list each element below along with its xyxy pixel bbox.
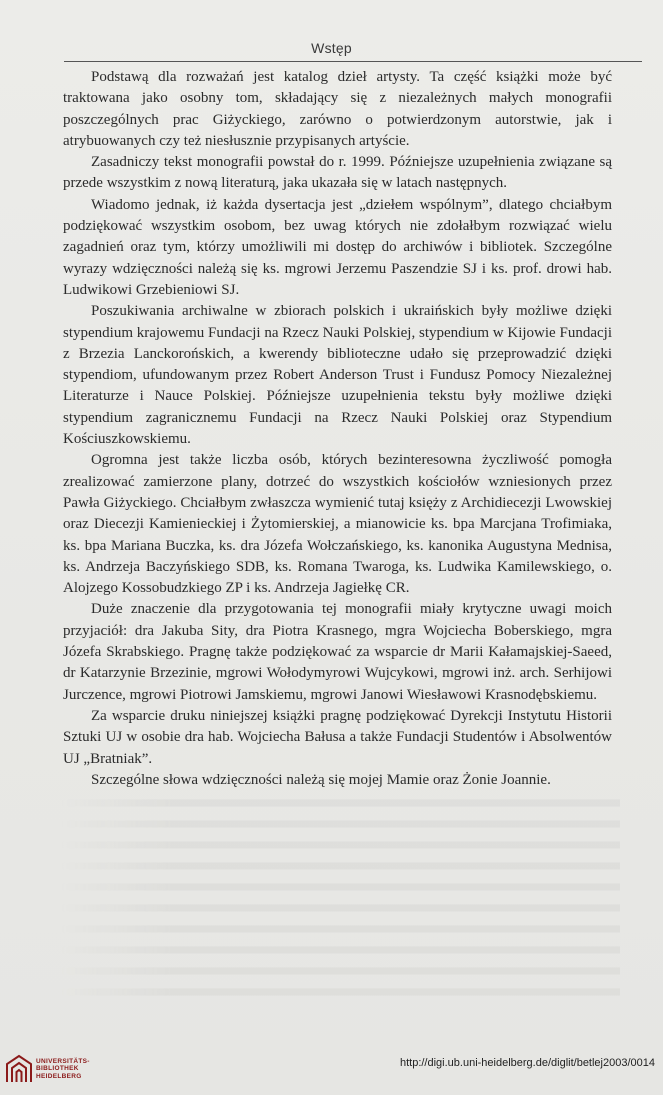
paragraph-7: Za wsparcie druku niniejszej książki pragnę podziękować Dyrekcji Instytutu Historii Sztuki UJ w osobie dra hab. Wojciecha Bałusa a także Fundacji Studentów i Absolwentów UJ „Bratniak”. xyxy=(63,707,612,767)
logo-line-2: BIBLIOTHEK xyxy=(36,1065,79,1073)
library-logo[interactable] xyxy=(5,1054,90,1084)
bleed-through-text xyxy=(60,790,620,1000)
library-emblem-icon xyxy=(5,1054,33,1084)
logo-line-1: UNIVERSITÄTS- xyxy=(36,1057,90,1065)
header-rule xyxy=(64,61,642,62)
footer-bar xyxy=(0,1047,663,1095)
library-name xyxy=(36,1058,90,1081)
paragraph-6: Duże znaczenie dla przygotowania tej monografii miały krytyczne uwagi moich przyjaciół: dra Jakuba Sity, dra Piotra Krasnego, mgra Wojciecha Boberskiego, mgra Józefa Skrabskiego. Pragnę także podziękować za wsparcie dr Marii Kałamajskiej-Saeed, dr Katarzynie Brzezinie, mgrowi Wołodymyrowi Wujcykowi, mgrowi inż. arch. Serhijowi Jurczence, mgrowi Piotrowi Jamskiemu, mgrowi Janowi Wiesławowi Krasnodębskiemu. xyxy=(63,601,612,703)
paragraph-2: Zasadniczy tekst monografii powstał do r. 1999. Późniejsze uzupełnienia związane są przede wszystkim z nową literaturą, jaka ukazała się w latach następnych. xyxy=(63,154,612,192)
paragraph-8: Szczególne słowa wdzięczności należą się mojej Mamie oraz Żonie Joannie. xyxy=(91,771,551,788)
source-url-link[interactable]: http://digi.ub.uni-heidelberg.de/diglit/betlej2003/0014 xyxy=(399,1057,655,1069)
body-text xyxy=(63,67,612,791)
paragraph-5: Ogromna jest także liczba osób, których bezinteresowna życzliwość pomogła zrealizować zamierzone plany, dotrzeć do wszystkich kościołów wzniesionych przez Pawła Giżyckiego. Chciałbym zwłaszcza wymienić tutaj księży z Archidiecezji Lwowskiej oraz Diecezji Kamienieckiej i Żytomierskiej, a mianowicie ks. bpa Marcjana Trofimiaka, ks. bpa Mariana Buczka, ks. dra Józefa Wołczańskiego, ks. kanonika Augustyna Mednisa, ks. Andrzeja Baczyńskiego SDB, ks. Romana Twaroga, ks. Ludwika Kamilewskiego, o. Alojzego Kossobudzkiego ZP i ks. Andrzeja Jagiełkę CR. xyxy=(63,452,612,597)
paragraph-3: Wiadomo jednak, iż każda dysertacja jest „dziełem wspólnym”, dlatego chciałbym podziękować wszystkim osobom, bez uwag których nie zdołałbym rozwiązać wielu zagadnień oraz tym, którzy umożliwili mi dostęp do archiwów i bibliotek. Szczególne wyrazy wdzięczności należą się ks. mgrowi Jerzemu Paszendzie SJ i ks. prof. drowi hab. Ludwikowi Grzebieniowi SJ. xyxy=(63,196,612,298)
paragraph-1: Podstawą dla rozważań jest katalog dzieł artysty. Ta część książki może być traktowana jako osobny tom, składający się z niezależnych małych monografii poszczególnych prac Giżyckiego, zarówno o potwierdzonym autorstwie, jak i atrybuowanych czy też niesłusznie przypisanych artyście. xyxy=(63,69,612,149)
paragraph-4: Poszukiwania archiwalne w zbiorach polskich i ukraińskich były możliwe dzięki stypendium krajowemu Fundacji na Rzecz Nauki Polskiej, stypendium w Kijowie Fundacji z Brzezia Lanckorońskich, a kwerendy biblioteczne udało się przeprowadzić dzięki stypendiom, ufundowanym przez Robert Anderson Trust i Fundusz Pomocy Niezależnej Literaturze i Nauce Polskiej. Późniejsze uzupełnienia tekstu były możliwe dzięki stypendium zagranicznemu Fundacji na Rzecz Nauki Polskiej oraz Stypendium Kościuszkowskiemu. xyxy=(63,303,612,448)
running-head-title: Wstęp xyxy=(311,40,352,56)
logo-line-3: HEIDELBERG xyxy=(36,1072,82,1080)
